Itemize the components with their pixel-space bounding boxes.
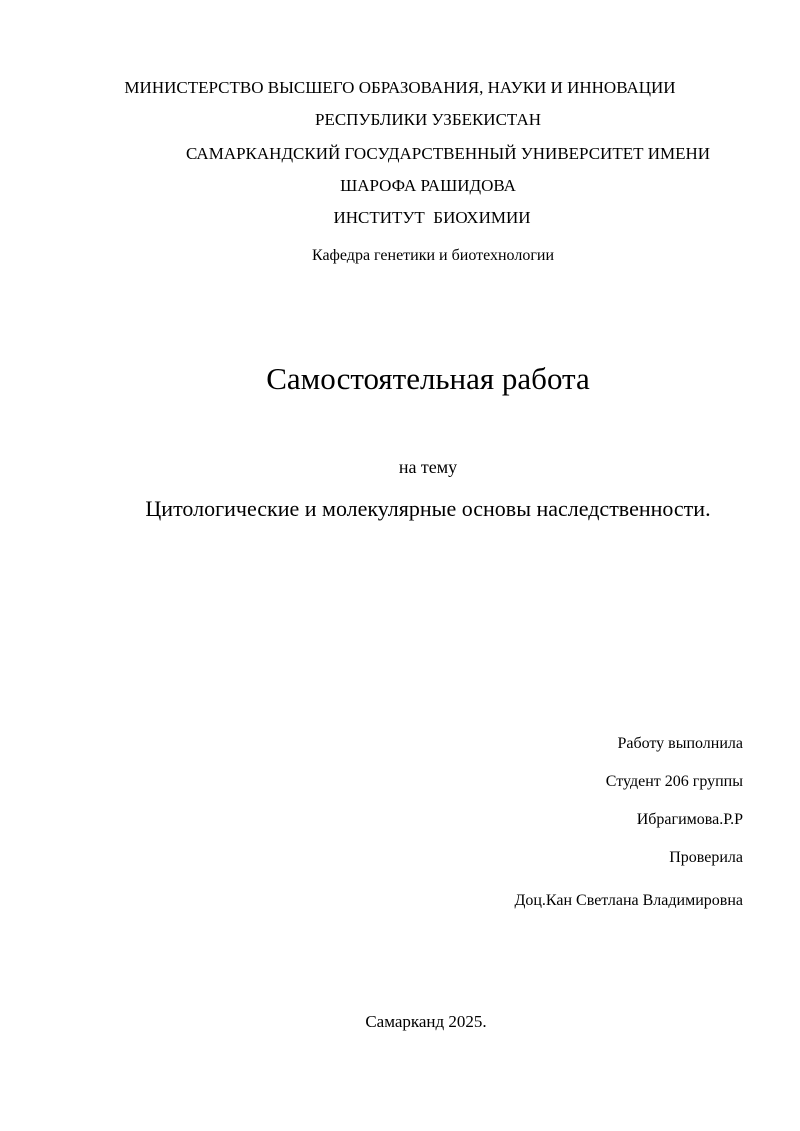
student-group: Студент 206 группы (605, 773, 743, 790)
university-name-line: ШАРОФА РАШИДОВА (340, 176, 516, 195)
work-title: Самостоятельная работа (266, 361, 590, 396)
institute-line: ИНСТИТУТ БИОХИМИИ (333, 208, 531, 227)
department-line: Кафедра генетики и биотехнологии (311, 247, 555, 264)
city-year: Самарканд 2025. (365, 1012, 487, 1031)
student-name: Ибрагимова.Р.Р (636, 811, 743, 828)
ministry-line: МИНИСТЕРСТВО ВЫСШЕГО ОБРАЗОВАНИЯ, НАУКИ И ИННОВАЦИИ (124, 78, 676, 97)
checked-by-label: Проверила (669, 849, 743, 866)
topic-title: Цитологические и молекулярные основы наследственности. (145, 496, 711, 521)
on-topic-label: на тему (398, 457, 458, 477)
republic-line: РЕСПУБЛИКИ УЗБЕКИСТАН (314, 110, 542, 129)
teacher-name: Доц.Кан Светлана Владимировна (514, 892, 743, 909)
done-by-label: Работу выполнила (617, 735, 743, 752)
university-line: САМАРКАНДСКИЙ ГОСУДАРСТВЕННЫЙ УНИВЕРСИТЕТ ИМЕНИ (185, 144, 711, 163)
